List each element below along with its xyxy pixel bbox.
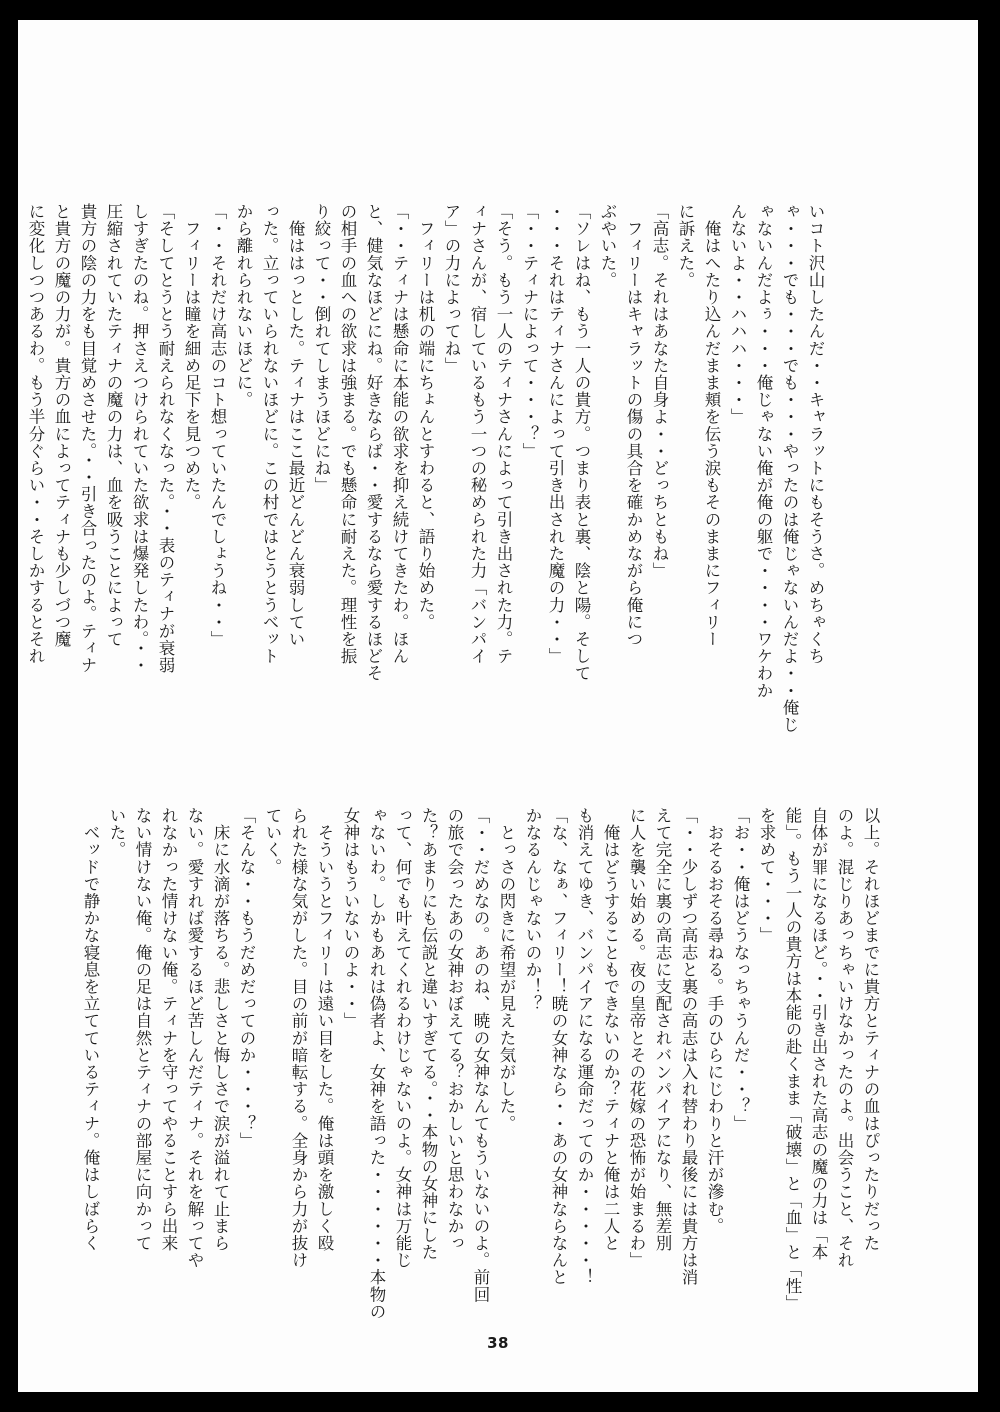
text-line: られた様な気がした。目の前が暗転する。全身から力が抜け: [289, 807, 308, 1269]
text-line: そういうとフィリーは遠い目をした。俺は頭を激しく殴: [315, 807, 334, 1252]
text-line: 能」。もう一人の貴方は本能の赴くまま「破壊」と「血」と「性」: [783, 807, 802, 1312]
text-line: った。立っていられないほどに。この村ではとうとうベット: [260, 203, 279, 665]
text-line: えて完全に裏の高志に支配されバンパイアになり、無差別: [653, 807, 672, 1252]
text-line: 「そしてとうとう耐えられなくなった。・・表のティナが衰弱: [156, 203, 175, 674]
text-line: 以上。それほどまでに貴方とティナの血はぴったりだった: [861, 807, 880, 1252]
text-line: 「・・それだけ高志のコト想っていたんでしょうね・・」: [208, 203, 227, 648]
text-line: から離れられないほどに。: [234, 203, 253, 409]
text-line: 「・・だめなの。あのね、暁の女神なんてもういないのよ。前回: [471, 807, 490, 1303]
text-line: とっさの閃きに希望が見えた気がした。: [497, 807, 516, 1132]
corner-mark-bottom-left: [16, 1380, 30, 1394]
text-line: ゃないんだよぅ・・・俺じゃない俺が俺の躯で・・・・ワケわか: [754, 203, 773, 699]
text-line: 女神はもういないのよ・・」: [341, 807, 360, 1030]
text-line: しすぎたのね。押さえつけられていた欲求は爆発したわ。・・: [130, 203, 149, 674]
text-line: ベッドで静かな寝息を立てているティナ。俺はしばらく: [81, 807, 100, 1252]
text-line: 「・・ティナは懸命に本能の欲求を抑え続けてきたわ。ほん: [390, 203, 409, 665]
text-line: 床に水滴が落ちる。悲しさと悔しさで涙が溢れて止まら: [211, 807, 230, 1252]
text-line: んないよ・・ハハハ・・・」: [728, 203, 747, 426]
text-line: ア」の力によってね」: [442, 203, 461, 374]
text-line: れなかった情けない俺。ティナを守ってやることすら出来: [159, 807, 178, 1252]
text-line: 貴方の陰の力をも目覚めさせた。・・引き合ったのよ。ティナ: [78, 203, 97, 674]
text-line: 「な、なぁ、フィリー！暁の女神なら・・あの女神ならなんと: [549, 807, 568, 1286]
text-line: ていく。: [263, 807, 282, 876]
text-line: ぶやいた。: [598, 203, 617, 289]
text-line: 「そんな・・もうだめだってのか・・・？」: [237, 807, 256, 1149]
text-line: と貴方の魔の力が。貴方の血によってティナも少しづつ魔: [52, 203, 71, 648]
text-line: 「ソレはね、もう一人の貴方。つまり表と裏、陰と陽。そして: [572, 203, 591, 682]
text-line: フィリーは瞳を細め足下を見つめた。: [182, 203, 201, 511]
text-line: ・・・それはティナさんによって引き出された魔の力・・」: [546, 203, 565, 665]
text-line: り絞って・・倒れてしまうほどにね」: [312, 203, 331, 494]
text-block-bottom: [81, 807, 883, 1320]
text-line: ゃないわ。しかもあれは偽者よ、女神を語った・・・・・・本物の: [367, 807, 386, 1320]
text-line: のよ。混じりあっちゃいけなかったのよ。出会うこと、それ: [835, 807, 854, 1269]
text-line: と、健気なほどにね。好きならば・・愛するなら愛するほどそ: [364, 203, 383, 682]
text-line: 自体が罪になるほど。・・引き出された高志の魔の力は「本: [809, 807, 828, 1261]
text-line: いた。: [107, 807, 126, 859]
text-line: 「高志。それはあなた自身よ・・どっちともね」: [650, 203, 669, 580]
text-line: かなるんじゃないのか！？: [523, 807, 542, 1013]
text-line: フィリーは机の端にちょんとすわると、語り始めた。: [416, 203, 435, 631]
text-line: に訴えた。: [676, 203, 695, 289]
document-page: [18, 20, 978, 1392]
text-line: フィリーはキャラットの傷の具合を確かめながら俺につ: [624, 203, 643, 648]
text-line: も消えてゆき、バンパイアになる運命だってのか・・・・・！: [575, 807, 594, 1286]
text-line: 「・・少しずつ高志と裏の高志は入れ替わり最後には貴方は消: [679, 807, 698, 1286]
text-line: ゃ・・・でも・・・でも・・・やったのは俺じゃないんだよ・・俺じ: [780, 203, 799, 734]
text-line: に変化しつつあるわ。もう半分ぐらい・・そしかするとそれ: [26, 203, 45, 665]
text-line: 俺はへたり込んだまま頬を伝う涙もそのままにフィリー: [702, 203, 721, 648]
page-number: 38: [487, 1334, 509, 1352]
text-line: って、何でも叶えてくれるわけじゃないのよ。女神は万能じ: [393, 807, 412, 1269]
text-line: おそるおそる尋ねる。手のひらにじわりと汗が滲む。: [705, 807, 724, 1235]
text-block-top: [26, 203, 828, 734]
text-line: 圧縮されていたティナの魔の力は、血を吸うことによって: [104, 203, 123, 648]
text-line: 俺ははっとした。ティナはここ最近どんどん衰弱してい: [286, 203, 305, 648]
text-line: を求めて・・・」: [757, 807, 776, 944]
text-line: ない。愛すれば愛するほど苦しんだティナ。それを解ってや: [185, 807, 204, 1269]
text-line: ない情けない俺。俺の足は自然とティナの部屋に向かって: [133, 807, 152, 1252]
text-line: 俺はどうすることもできないのか？ティナと俺は二人と: [601, 807, 620, 1252]
text-line: の相手の血への欲求は強まる。でも懸命に耐えた。理性を振: [338, 203, 357, 665]
text-line: に人を襲い始める。夜の皇帝とその花嫁の恐怖が始まるわ」: [627, 807, 646, 1269]
text-line: 「お・・俺はどうなっちゃうんだ・・？」: [731, 807, 750, 1132]
text-line: た？あまりにも伝説と違いすぎてる。・・本物の女神にした: [419, 807, 438, 1261]
text-line: の旅で会ったあの女神おぼえてる？おかしいと思わなかっ: [445, 807, 464, 1252]
text-line: ィナさんが、宿しているもう一つの秘められた力「バンパイ: [468, 203, 487, 665]
text-line: 「・・ティナによって・・・？」: [520, 203, 539, 460]
text-line: いコト沢山したんだ・・キャラットにもそうさ。めちゃくち: [806, 203, 825, 665]
text-line: 「そう。もう一人のティナさんによって引き出された力。テ: [494, 203, 513, 665]
